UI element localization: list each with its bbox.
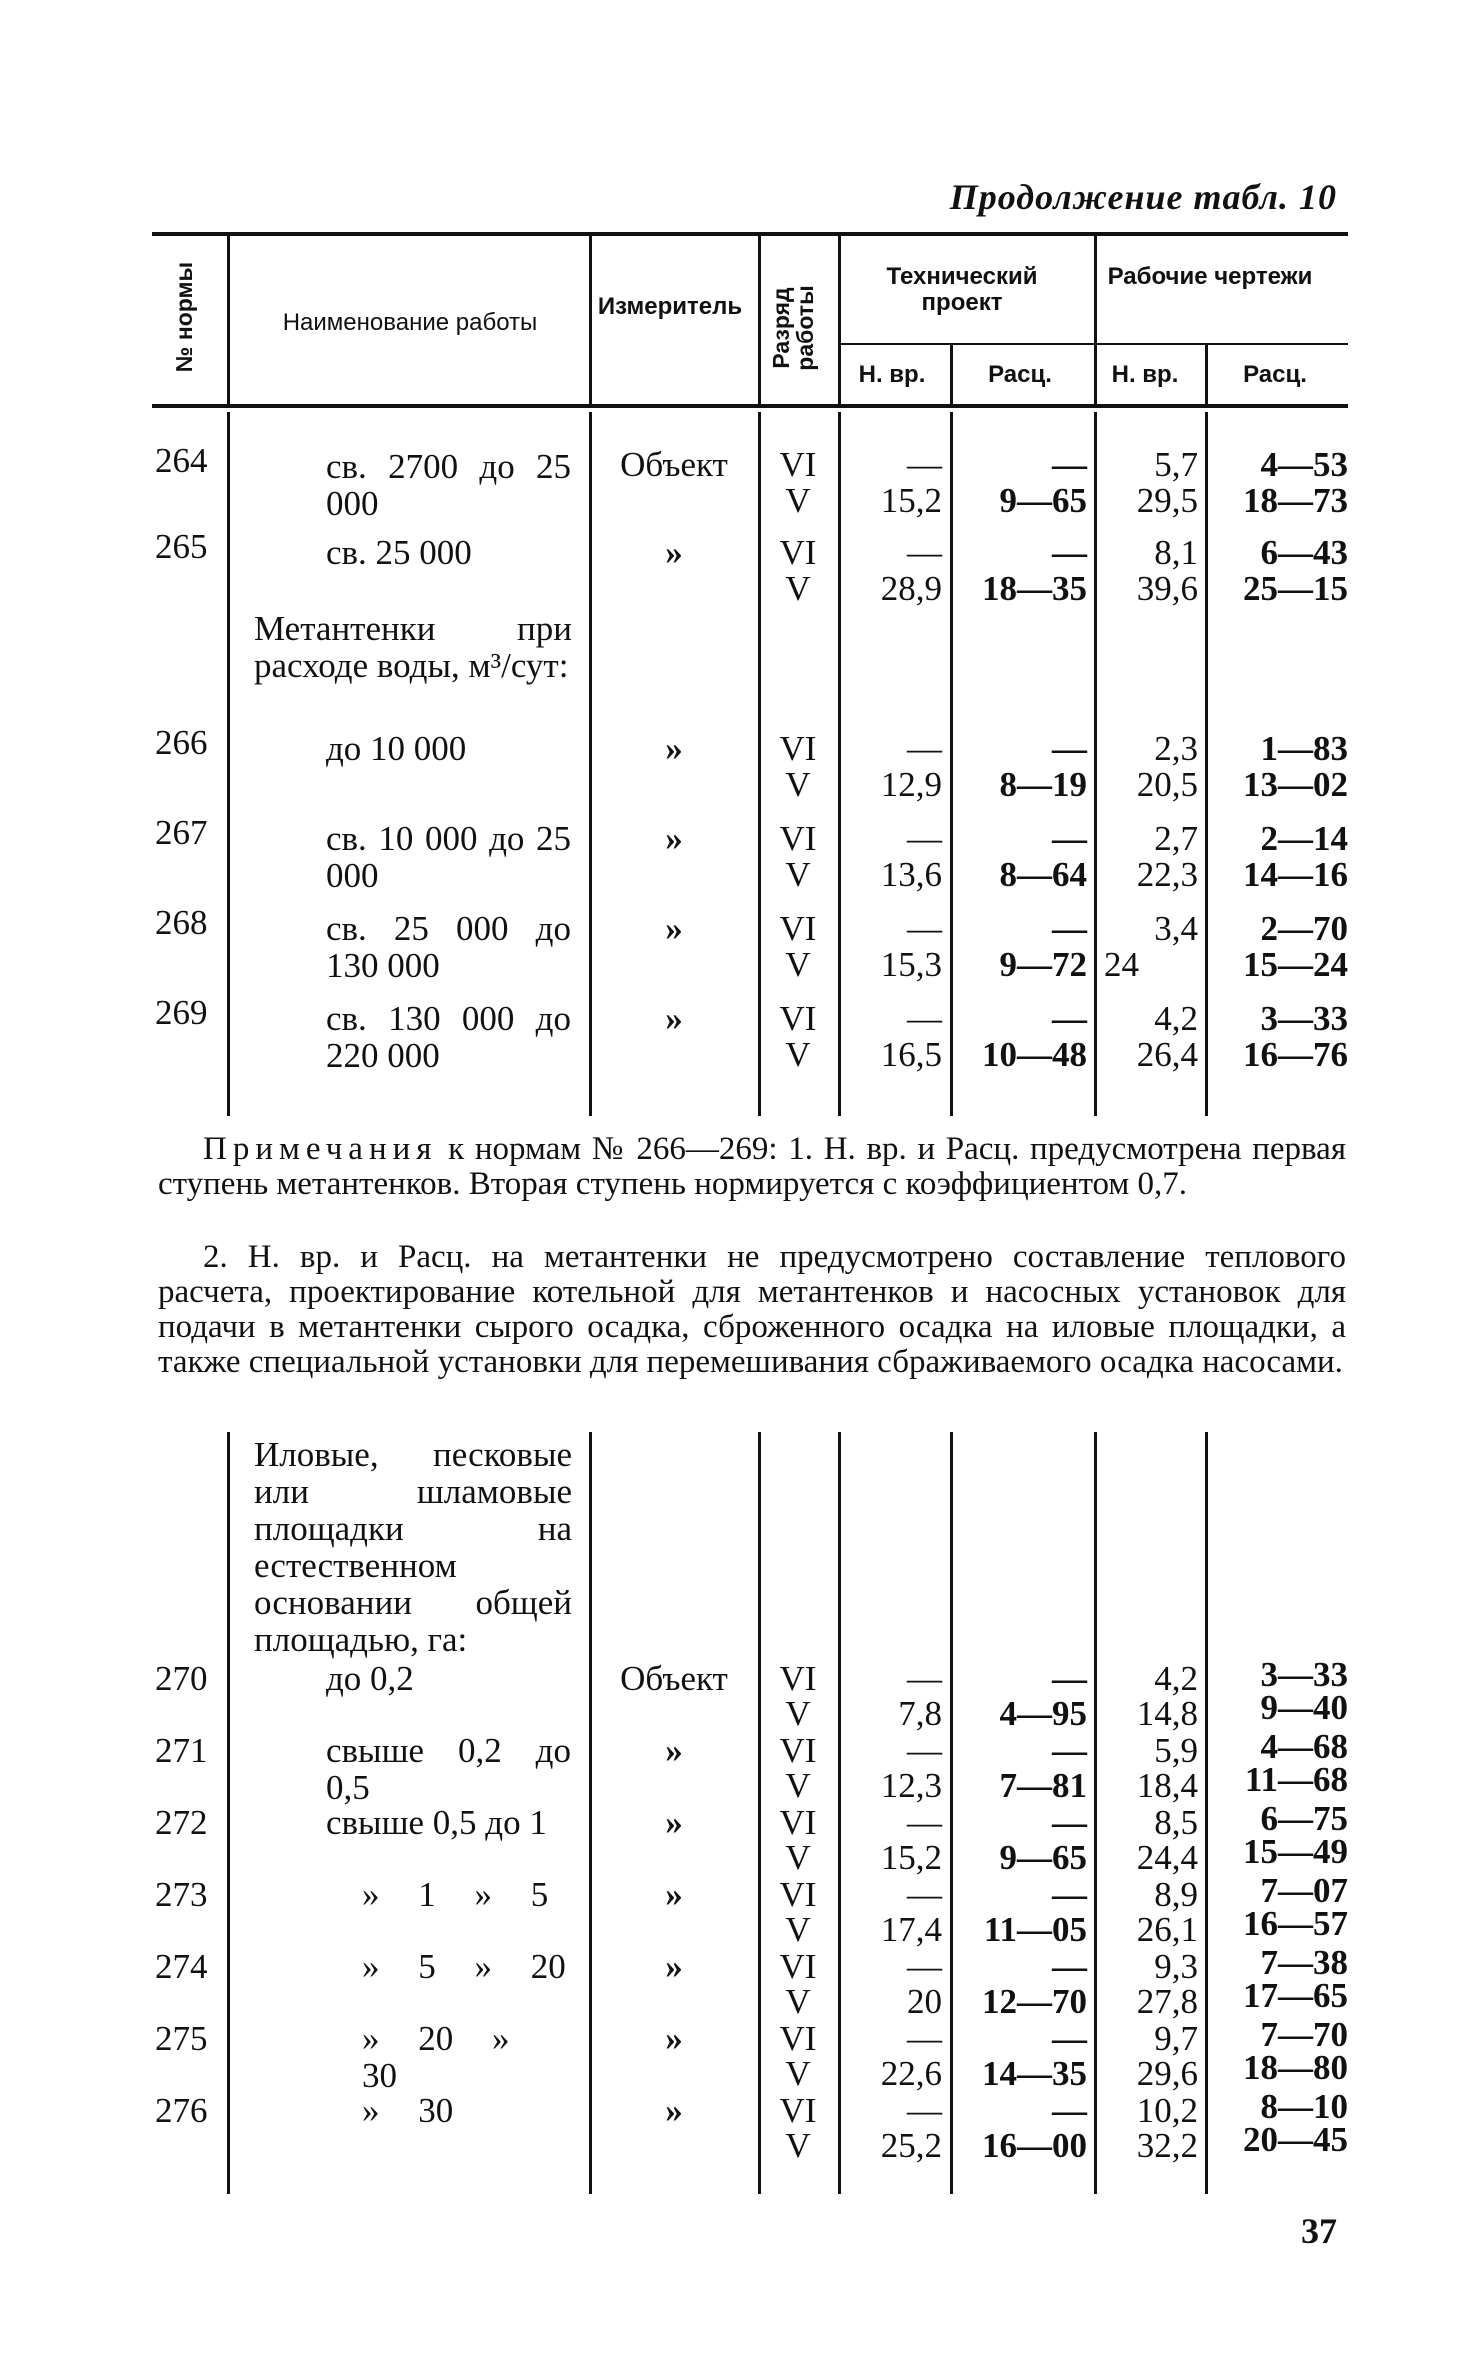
cell: 2,3: [1154, 729, 1198, 768]
header-work-name: Наименование работы: [282, 309, 538, 336]
grade: VI: [779, 445, 817, 484]
cell: 14—16: [1243, 855, 1348, 894]
header-norm-number: № нормы: [171, 261, 197, 373]
cell: 20—45: [1243, 2120, 1348, 2159]
cell: 6—43: [1260, 533, 1348, 572]
cell: 13,6: [880, 855, 942, 894]
unit: »: [665, 1731, 683, 1770]
unit: »: [665, 1803, 683, 1842]
unit: »: [665, 533, 683, 572]
cell: 7—70: [1260, 2015, 1348, 2054]
col-rule: [227, 412, 230, 1116]
cell: —: [1052, 2091, 1087, 2130]
unit: »: [665, 819, 683, 858]
header-time-norm-rc: Н. вр.: [1111, 361, 1179, 388]
grade: V: [785, 1838, 811, 1877]
norm-number: 269: [155, 993, 208, 1032]
cell: 9,3: [1154, 1947, 1198, 1986]
work-name: св. 2700 до 25 000: [326, 447, 571, 523]
grade: V: [785, 1035, 811, 1074]
cell: 10,2: [1136, 2091, 1198, 2130]
cell: 28,9: [880, 569, 942, 608]
table-caption: Продолжение табл. 10: [949, 177, 1337, 217]
unit: Объект: [620, 1659, 728, 1698]
cell: 4,2: [1154, 999, 1198, 1038]
cell: —: [907, 2091, 942, 2130]
grade: VI: [779, 533, 817, 572]
cell: 12,3: [880, 1766, 942, 1805]
grade: V: [785, 2126, 811, 2165]
grade: VI: [779, 2091, 817, 2130]
grade: VI: [779, 999, 817, 1038]
work-name: свыше 0,5 до 1: [326, 1803, 547, 1842]
unit: »: [665, 729, 683, 768]
cell: 25—15: [1243, 569, 1348, 608]
norm-number: 270: [155, 1659, 208, 1698]
unit: »: [665, 999, 683, 1038]
notes-paragraph-2: 2. Н. вр. и Расц. на метантенки не предусмотрено составление теплового расчета, проектирование котельной для метантенков и насосных установок для подачи в метантенки сырого осадка, сброженного осадка на иловые площадки, а также специальной установки для перемешивания сбраживаемого осадка насосами.: [158, 1239, 1346, 1380]
unit: »: [665, 1947, 683, 1986]
cell: 9,7: [1154, 2019, 1198, 2058]
cell: 9—65: [999, 1838, 1087, 1877]
cell: —: [907, 999, 942, 1038]
cell: 12,9: [880, 765, 942, 804]
grade: V: [785, 1694, 811, 1733]
cell: 18—35: [982, 569, 1087, 608]
cell: 20,5: [1136, 765, 1198, 804]
grade: V: [785, 945, 811, 984]
cell: 5,9: [1154, 1731, 1198, 1770]
cell: —: [1052, 1947, 1087, 1986]
col-rule: [1094, 236, 1097, 404]
col-rule: [227, 1432, 230, 2194]
work-name: свыше 0,2 до 0,5: [326, 1731, 571, 1807]
cell: —: [1052, 1875, 1087, 1914]
cell: 16—00: [982, 2126, 1087, 2165]
cell: —: [907, 1731, 942, 1770]
cell: 10—48: [982, 1035, 1087, 1074]
group-title: Иловые, песковые или шламовые площадки на естественном основании общей площадью, га:: [254, 1435, 572, 1659]
grade: V: [785, 2054, 811, 2093]
cell: —: [907, 2019, 942, 2058]
col-rule: [1205, 412, 1208, 1116]
cell: 8,5: [1154, 1803, 1198, 1842]
norm-number: 275: [155, 2019, 208, 2058]
col-rule: [1094, 1432, 1097, 2194]
cell: 32,2: [1136, 2126, 1198, 2165]
cell: 39,6: [1136, 569, 1198, 608]
grade: VI: [779, 1875, 817, 1914]
col-rule: [838, 236, 841, 404]
header-grade: Разряд работы: [768, 285, 818, 371]
cell: —: [907, 1947, 942, 1986]
cell: —: [907, 445, 942, 484]
cell: 4—68: [1260, 1727, 1348, 1766]
cell: 15—24: [1243, 945, 1348, 984]
col-rule: [758, 236, 761, 404]
cell: 2—70: [1260, 909, 1348, 948]
work-name: св. 25 000: [326, 533, 472, 572]
unit: »: [665, 1875, 683, 1914]
notes-text-1: к нормам № 266—269: 1. Н. вр. и Расц. предусмотрена первая ступень метантенков. Вторая ступень нормируется с коэффициентом 0,7.: [158, 1131, 1346, 1202]
unit: »: [665, 909, 683, 948]
cell: —: [907, 1803, 942, 1842]
cell: 4—95: [999, 1694, 1087, 1733]
cell: —: [1052, 1803, 1087, 1842]
work-name: до 0,2: [326, 1659, 414, 1698]
norm-number: 274: [155, 1947, 208, 1986]
col-rule: [950, 412, 953, 1116]
grade: VI: [779, 729, 817, 768]
col-rule: [589, 412, 592, 1116]
cell: 14—35: [982, 2054, 1087, 2093]
cell: 3,4: [1154, 909, 1198, 948]
table-top-rule: [152, 232, 1348, 236]
cell: —: [1052, 445, 1087, 484]
work-name: » 20 » 30: [362, 2019, 510, 2095]
grade: VI: [779, 1947, 817, 1986]
cell: 18—73: [1243, 481, 1348, 520]
col-rule: [1205, 1432, 1208, 2194]
cell: —: [907, 909, 942, 948]
cell: —: [1052, 819, 1087, 858]
norm-number: 276: [155, 2091, 208, 2130]
cell: 16,5: [880, 1035, 942, 1074]
cell: —: [1052, 1731, 1087, 1770]
cell: 26,1: [1136, 1910, 1198, 1949]
cell: 29,6: [1136, 2054, 1198, 2093]
unit: Объект: [620, 445, 728, 484]
cell: 13—02: [1243, 765, 1348, 804]
cell: 15,3: [880, 945, 942, 984]
cell: 14,8: [1136, 1694, 1198, 1733]
cell: 17—65: [1243, 1976, 1348, 2015]
cell: 9—72: [999, 945, 1087, 984]
cell: 20: [907, 1982, 942, 2021]
header-bottom-rule: [152, 404, 1348, 408]
norm-number: 272: [155, 1803, 208, 1842]
unit: »: [665, 2019, 683, 2058]
cell: 8,9: [1154, 1875, 1198, 1914]
norm-number: 266: [155, 723, 208, 762]
cell: 24: [1104, 945, 1139, 984]
notes-paragraph-1: [158, 1132, 1346, 1202]
cell: 16—76: [1243, 1035, 1348, 1074]
cell: 3—33: [1260, 999, 1348, 1038]
work-name: » 1 » 5: [362, 1875, 549, 1914]
work-name: » 30: [362, 2091, 454, 2130]
work-name: св. 130 000 до 220 000: [326, 999, 571, 1075]
col-rule: [589, 236, 592, 404]
cell: 9—65: [999, 481, 1087, 520]
cell: 7—81: [999, 1766, 1087, 1805]
col-rule: [1205, 343, 1208, 404]
norm-number: 273: [155, 1875, 208, 1914]
notes-heading: Примечания: [203, 1131, 438, 1167]
cell: 7,8: [898, 1694, 942, 1733]
header-unit: Измеритель: [597, 293, 743, 320]
norm-number: 265: [155, 527, 208, 566]
grade: VI: [779, 2019, 817, 2058]
cell: 8—19: [999, 765, 1087, 804]
grade: VI: [779, 1803, 817, 1842]
header-time-norm-tp: Н. вр.: [858, 361, 926, 388]
grade: V: [785, 855, 811, 894]
cell: —: [907, 1659, 942, 1698]
col-rule: [838, 1432, 841, 2194]
cell: —: [1052, 729, 1087, 768]
col-rule: [838, 412, 841, 1116]
norm-number: 264: [155, 441, 208, 480]
cell: 2,7: [1154, 819, 1198, 858]
header-rate-tp: Расц.: [988, 361, 1052, 388]
cell: 16—57: [1243, 1904, 1348, 1943]
cell: 25,2: [880, 2126, 942, 2165]
grade: VI: [779, 1659, 817, 1698]
cell: 1—83: [1260, 729, 1348, 768]
col-rule: [950, 1432, 953, 2194]
cell: 11—68: [1244, 1760, 1348, 1799]
grade: V: [785, 569, 811, 608]
grade: VI: [779, 1731, 817, 1770]
cell: —: [907, 729, 942, 768]
header-rate-rc: Расц.: [1243, 361, 1307, 388]
cell: 15—49: [1243, 1832, 1348, 1871]
cell: —: [1052, 909, 1087, 948]
cell: 18,4: [1136, 1766, 1198, 1805]
grade: V: [785, 481, 811, 520]
cell: 17,4: [880, 1910, 942, 1949]
cell: 8—10: [1260, 2087, 1348, 2126]
cell: 22,3: [1136, 855, 1198, 894]
col-rule: [758, 412, 761, 1116]
cell: 5,7: [1154, 445, 1198, 484]
cell: 15,2: [880, 481, 942, 520]
cell: —: [1052, 999, 1087, 1038]
grade: VI: [779, 819, 817, 858]
cell: 24,4: [1136, 1838, 1198, 1877]
cell: 29,5: [1136, 481, 1198, 520]
grade: V: [785, 1982, 811, 2021]
col-rule: [758, 1432, 761, 2194]
cell: 8—64: [999, 855, 1087, 894]
cell: 4—53: [1260, 445, 1348, 484]
cell: 11—05: [983, 1910, 1087, 1949]
cell: 6—75: [1260, 1799, 1348, 1838]
norm-number: 271: [155, 1731, 208, 1770]
cell: 27,8: [1136, 1982, 1198, 2021]
col-rule: [227, 236, 230, 404]
cell: 18—80: [1243, 2048, 1348, 2087]
work-name: св. 10 000 до 25 000: [326, 819, 571, 895]
grade: VI: [779, 909, 817, 948]
cell: 8,1: [1154, 533, 1198, 572]
col-rule: [589, 1432, 592, 2194]
cell: 2—14: [1260, 819, 1348, 858]
cell: 3—33: [1260, 1655, 1348, 1694]
cell: —: [1052, 2019, 1087, 2058]
page-number: 37: [1301, 2211, 1337, 2251]
cell: —: [907, 819, 942, 858]
work-name: до 10 000: [326, 729, 467, 768]
header-tech-project: Технический проект: [886, 263, 1038, 316]
header-working-drawings: Рабочие чертежи: [1107, 263, 1313, 290]
cell: 26,4: [1136, 1035, 1198, 1074]
unit: »: [665, 2091, 683, 2130]
cell: 7—07: [1260, 1871, 1348, 1910]
col-rule: [950, 343, 953, 404]
norm-number: 267: [155, 813, 208, 852]
group-title: Метантенки при расходе воды, м³/сут:: [254, 609, 572, 685]
norm-number: 268: [155, 903, 208, 942]
cell: 15,2: [880, 1838, 942, 1877]
cell: 9—40: [1260, 1688, 1348, 1727]
grade: V: [785, 1910, 811, 1949]
grade: V: [785, 1766, 811, 1805]
cell: —: [907, 1875, 942, 1914]
cell: 4,2: [1154, 1659, 1198, 1698]
cell: —: [907, 533, 942, 572]
cell: 12—70: [982, 1982, 1087, 2021]
work-name: св. 25 000 до 130 000: [326, 909, 571, 985]
cell: 22,6: [880, 2054, 942, 2093]
col-rule: [1094, 412, 1097, 1116]
cell: 7—38: [1260, 1943, 1348, 1982]
work-name: » 5 » 20: [362, 1947, 566, 1986]
cell: —: [1052, 1659, 1087, 1698]
grade: V: [785, 765, 811, 804]
cell: —: [1052, 533, 1087, 572]
